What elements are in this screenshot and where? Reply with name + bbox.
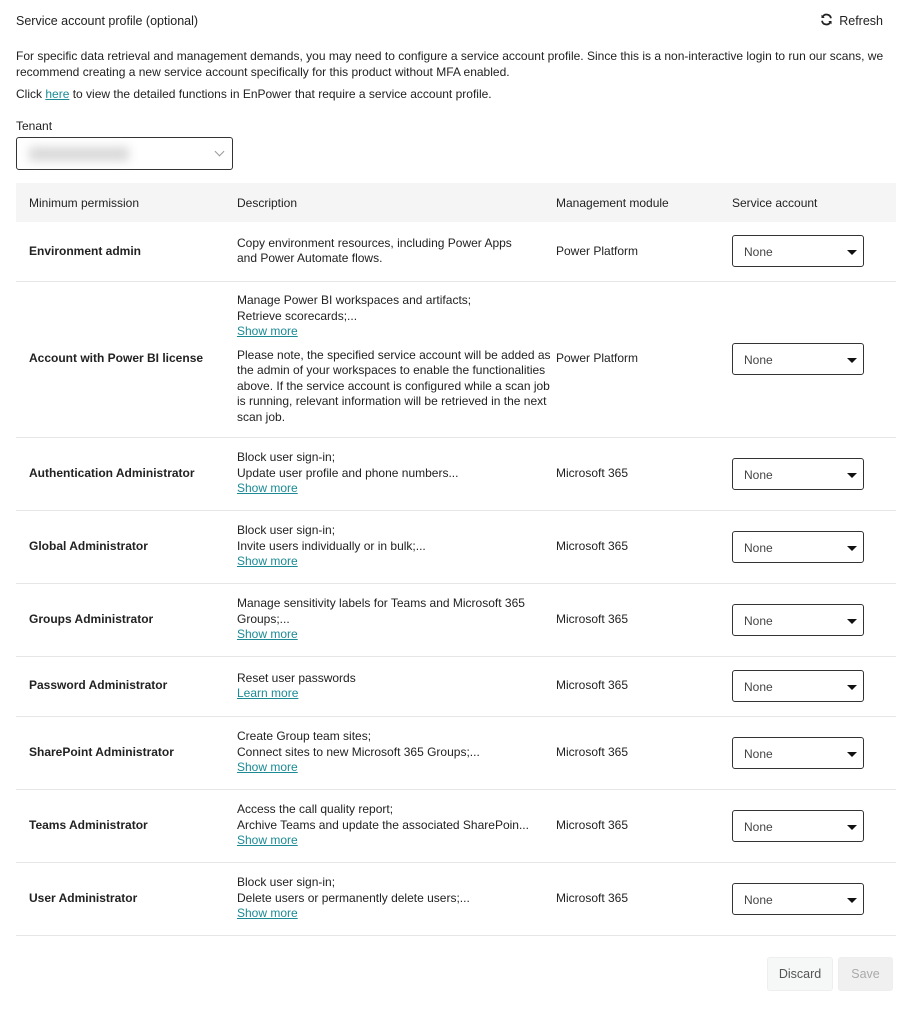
table-row bbox=[16, 656, 896, 716]
description-line: and Power Automate flows. bbox=[237, 251, 383, 266]
module-cell: Microsoft 365 bbox=[556, 862, 732, 935]
show-more-link[interactable]: Learn more bbox=[237, 686, 299, 700]
service-account-cell bbox=[732, 437, 896, 510]
table-row bbox=[16, 281, 896, 437]
caret-down-icon bbox=[847, 685, 857, 690]
caret-down-icon bbox=[847, 898, 857, 903]
description-cell bbox=[237, 281, 556, 437]
caret-down-icon bbox=[847, 358, 857, 363]
description-cell bbox=[237, 656, 556, 716]
service-account-select[interactable] bbox=[732, 235, 864, 267]
refresh-button[interactable] bbox=[820, 13, 883, 29]
description-line: Groups;... bbox=[237, 611, 290, 626]
help-line bbox=[16, 87, 492, 101]
description-line: Block user sign-in; bbox=[237, 875, 336, 890]
service-account-cell bbox=[732, 789, 896, 862]
module-cell: Microsoft 365 bbox=[556, 716, 732, 789]
permission-cell: Password Administrator bbox=[16, 656, 237, 716]
select-value: None bbox=[744, 245, 773, 260]
permission-cell: Teams Administrator bbox=[16, 789, 237, 862]
description-cell bbox=[237, 583, 556, 656]
permission-cell: Environment admin bbox=[16, 222, 237, 281]
header-permission: Minimum permission bbox=[16, 183, 237, 222]
table-row bbox=[16, 510, 896, 583]
caret-down-icon bbox=[847, 546, 857, 551]
service-account-cell bbox=[732, 716, 896, 789]
description-line: Update user profile and phone numbers... bbox=[237, 465, 459, 480]
module-cell: Power Platform bbox=[556, 222, 732, 281]
description-cell bbox=[237, 222, 556, 281]
description-cell bbox=[237, 789, 556, 862]
permission-cell: Groups Administrator bbox=[16, 583, 237, 656]
service-account-select[interactable] bbox=[732, 604, 864, 636]
tenant-label: Tenant bbox=[16, 119, 53, 133]
chevron-down-icon bbox=[215, 147, 225, 157]
description-line: Manage sensitivity labels for Teams and Microsoft 365 bbox=[237, 596, 525, 611]
permission-cell: User Administrator bbox=[16, 862, 237, 935]
service-account-cell bbox=[732, 656, 896, 716]
service-account-cell bbox=[732, 510, 896, 583]
service-account-select[interactable] bbox=[732, 531, 864, 563]
header-module: Management module bbox=[556, 183, 732, 222]
caret-down-icon bbox=[847, 752, 857, 757]
module-cell: Microsoft 365 bbox=[556, 583, 732, 656]
show-more-link[interactable]: Show more bbox=[237, 627, 298, 642]
show-more-link[interactable]: Show more bbox=[237, 833, 298, 848]
description-line: Block user sign-in; bbox=[237, 523, 336, 538]
module-cell: Microsoft 365 bbox=[556, 510, 732, 583]
service-account-select[interactable] bbox=[732, 737, 864, 769]
description-line: Copy environment resources, including Power Apps bbox=[237, 235, 512, 250]
select-value: None bbox=[744, 353, 773, 367]
service-account-select[interactable] bbox=[732, 343, 864, 375]
select-value: None bbox=[744, 613, 773, 628]
permission-cell: Global Administrator bbox=[16, 510, 237, 583]
select-value: None bbox=[744, 540, 773, 555]
select-value: None bbox=[744, 680, 773, 694]
table-row bbox=[16, 437, 896, 510]
refresh-icon bbox=[820, 13, 833, 29]
description-cell bbox=[237, 862, 556, 935]
table-row bbox=[16, 862, 896, 935]
service-account-select[interactable] bbox=[732, 458, 864, 490]
intro-text: For specific data retrieval and management demands, you may need to configure a service account profile. Since this is a non-interactive login to run our scans, we recommend creating a new service account specifically for this product without MFA enabled. bbox=[16, 49, 884, 79]
description-line: Archive Teams and update the associated SharePoin... bbox=[237, 817, 529, 832]
service-account-select[interactable] bbox=[732, 883, 864, 915]
module-cell: Power Platform bbox=[556, 281, 732, 437]
table-row bbox=[16, 716, 896, 789]
tenant-value-redacted bbox=[29, 147, 129, 161]
service-account-select[interactable] bbox=[732, 810, 864, 842]
select-value: None bbox=[744, 819, 773, 834]
save-button[interactable]: Save bbox=[838, 957, 893, 991]
tenant-select[interactable] bbox=[16, 137, 233, 170]
permission-cell: Account with Power BI license bbox=[16, 281, 237, 437]
module-cell: Microsoft 365 bbox=[556, 437, 732, 510]
header-description: Description bbox=[237, 183, 556, 222]
refresh-label: Refresh bbox=[839, 14, 883, 28]
description-line: Reset user passwords bbox=[237, 670, 356, 685]
permission-cell: Authentication Administrator bbox=[16, 437, 237, 510]
description-cell bbox=[237, 510, 556, 583]
caret-down-icon bbox=[847, 250, 857, 255]
description-line: Connect sites to new Microsoft 365 Groups;... bbox=[237, 744, 480, 759]
show-more-link[interactable]: Show more bbox=[237, 481, 298, 496]
description-line: Manage Power BI workspaces and artifacts; bbox=[237, 293, 472, 307]
permission-cell: SharePoint Administrator bbox=[16, 716, 237, 789]
show-more-link[interactable]: Show more bbox=[237, 554, 298, 569]
here-link[interactable]: here bbox=[45, 87, 70, 101]
table-row bbox=[16, 222, 896, 281]
module-cell: Microsoft 365 bbox=[556, 789, 732, 862]
help-suffix: to view the detailed functions in EnPower that require a service account profile. bbox=[72, 87, 492, 101]
description-cell bbox=[237, 716, 556, 789]
service-account-cell bbox=[732, 862, 896, 935]
select-value: None bbox=[744, 892, 773, 907]
show-more-link[interactable]: Show more bbox=[237, 760, 298, 775]
help-prefix: Click bbox=[16, 87, 42, 101]
description-cell bbox=[237, 437, 556, 510]
table-row bbox=[16, 789, 896, 862]
select-value: None bbox=[744, 746, 773, 761]
note-text: Please note, the specified service account will be added as the admin of your workspaces to enable the functionalities above. If the service account is configured while a scan job is running, relevant information will be retrieved in the next scan job. bbox=[237, 347, 551, 424]
table-row bbox=[16, 583, 896, 656]
table-header bbox=[16, 183, 896, 222]
show-more-link[interactable]: Show more bbox=[237, 324, 298, 338]
service-account-cell bbox=[732, 281, 896, 437]
description-line: Access the call quality report; bbox=[237, 802, 394, 817]
service-account-select[interactable] bbox=[732, 670, 864, 702]
discard-button[interactable]: Discard bbox=[767, 957, 833, 991]
select-value: None bbox=[744, 467, 773, 482]
header-service-account: Service account bbox=[732, 183, 896, 222]
description-line: Retrieve scorecards;... bbox=[237, 308, 358, 323]
service-account-cell bbox=[732, 583, 896, 656]
permissions-table bbox=[16, 183, 896, 936]
caret-down-icon bbox=[847, 825, 857, 830]
caret-down-icon bbox=[847, 473, 857, 478]
description-line: Invite users individually or in bulk;... bbox=[237, 538, 426, 553]
module-cell: Microsoft 365 bbox=[556, 656, 732, 716]
service-account-cell bbox=[732, 222, 896, 281]
show-more-link[interactable]: Show more bbox=[237, 906, 298, 921]
caret-down-icon bbox=[847, 619, 857, 624]
description-line: Create Group team sites; bbox=[237, 729, 372, 744]
page-title: Service account profile (optional) bbox=[16, 14, 199, 28]
description-line: Block user sign-in; bbox=[237, 450, 336, 465]
description-line: Delete users or permanently delete users;... bbox=[237, 890, 470, 905]
